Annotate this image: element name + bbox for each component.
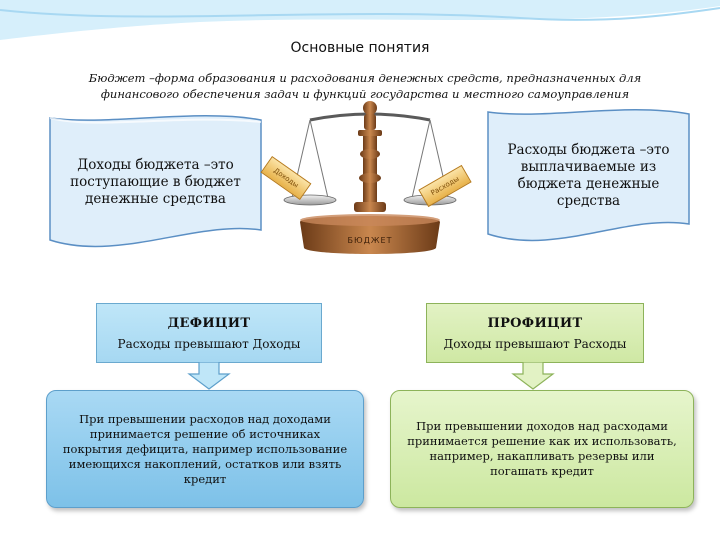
deficit-down-arrow [187,362,231,390]
income-banner-text: Доходы бюджета –это поступающие в бюджет денежные средства [70,156,241,207]
surplus-heading: ПРОФИЦИТ [487,315,583,331]
deficit-heading: ДЕФИЦИТ [167,315,251,331]
page-title: Основные понятия [290,40,430,56]
income-tag-label: Доходы [272,166,300,190]
deficit-subtitle: Расходы превышают Доходы [117,336,301,351]
scale-base-label: БЮДЖЕТ [347,236,393,245]
deficit-box [96,303,322,363]
surplus-down-arrow [511,362,555,390]
deficit-note: При превышении расходов над доходами принимается решение об источниках покрытия дефицита, например использование имеющихся накоплений, остатков или взять кредит [46,390,364,508]
surplus-box [426,303,644,363]
expense-banner [486,106,691,246]
surplus-note: При превышении доходов над расходами принимается решение как их использовать, например, накапливать резервы или погашать кредит [390,390,694,508]
expense-banner-text: Расходы бюджета –это выплачиваемые из бюджета денежные средства [507,142,670,209]
income-banner [48,112,263,252]
budget-definition: Бюджет –форма образования и расходования денежных средств, предназначенных для финансового обеспечения задач и функций государства и местного самоуправления [88,71,642,101]
expense-tag-label: Расходы [429,174,461,198]
surplus-subtitle: Доходы превышают Расходы [443,336,627,351]
